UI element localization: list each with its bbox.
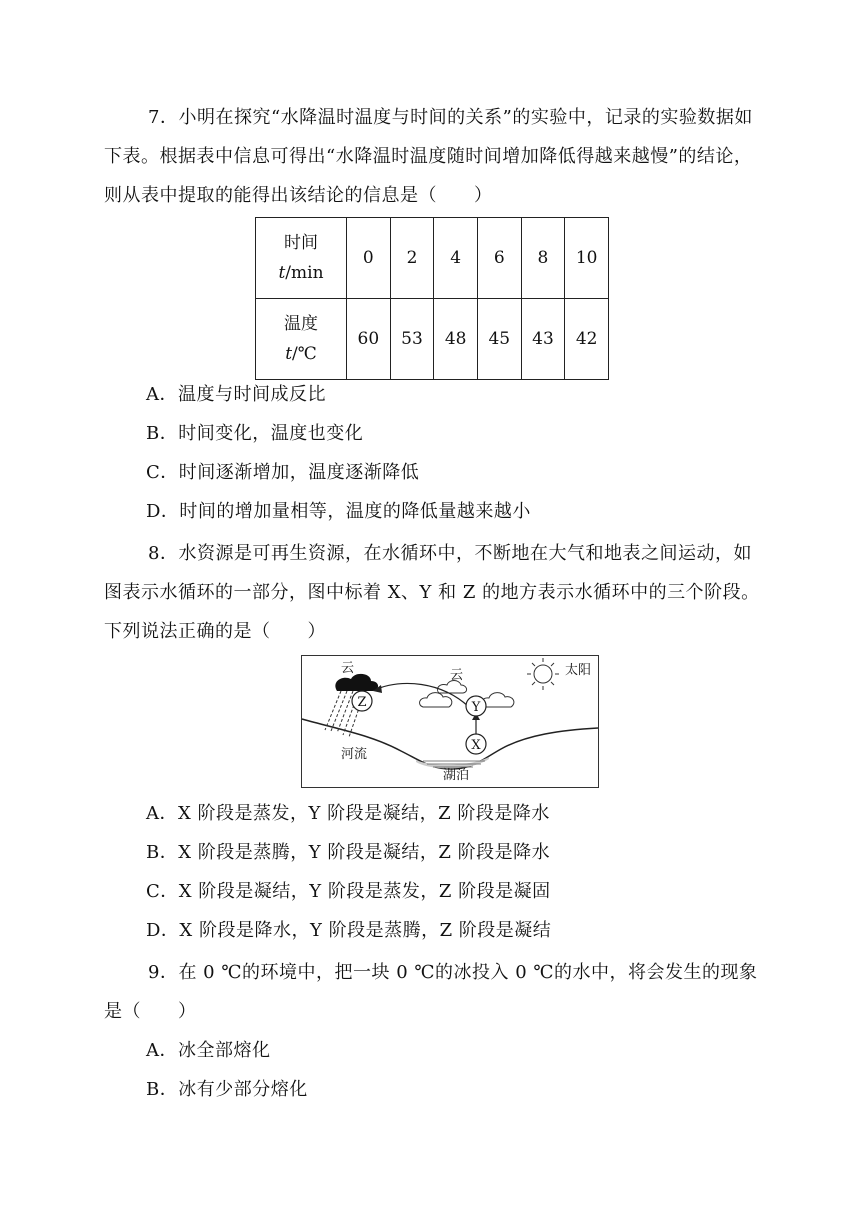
table-cell: 48: [434, 299, 478, 380]
table-cell: 53: [390, 299, 434, 380]
table-cell: 45: [477, 299, 521, 380]
data-table: [255, 217, 609, 380]
q7-option-c: C．时间逐渐增加，温度逐渐降低: [146, 462, 420, 483]
river-label: 河流: [341, 747, 368, 762]
temperature-label: 温度: [284, 314, 318, 334]
row-header-time: [256, 218, 347, 299]
q8-option-d: D．X 阶段是降水，Y 阶段是蒸腾，Z 阶段是凝结: [146, 920, 552, 941]
lake-label: 湖泊: [443, 768, 470, 783]
table-cell: 8: [521, 218, 565, 299]
q7-option-a: A．温度与时间成反比: [146, 384, 326, 405]
cloud-left-label: 云: [341, 661, 355, 676]
q8-stem: 8．水资源是可再生资源，在水循环中，不断地在大气和地表之间运动，如图表示水循环的一部分，图中标着 X、Y 和 Z 的地方表示水循环中的三个阶段。下列说法正确的是（ ）: [104, 543, 760, 642]
table-row-temperature: [256, 299, 609, 380]
row-header-temperature: [256, 299, 347, 380]
cloud-mid-label: 云: [450, 668, 464, 683]
water-cycle-figure: [301, 655, 599, 788]
temperature-unit-var: t: [285, 344, 293, 364]
table-cell: 6: [477, 218, 521, 299]
table-cell: 0: [347, 218, 391, 299]
table-cell: 43: [521, 299, 565, 380]
q9-option-b: B．冰有少部分熔化: [146, 1079, 308, 1100]
q9-option-a: A．冰全部熔化: [146, 1040, 271, 1061]
q8-option-a: A．X 阶段是蒸发，Y 阶段是凝结，Z 阶段是降水: [146, 803, 550, 824]
q8-option-b: B．X 阶段是蒸腾，Y 阶段是凝结，Z 阶段是降水: [146, 842, 551, 863]
table-row-time: [256, 218, 609, 299]
table-cell: 60: [347, 299, 391, 380]
q8-option-c: C．X 阶段是凝结，Y 阶段是蒸发，Z 阶段是凝固: [146, 881, 551, 902]
time-unit-var: t: [278, 263, 286, 283]
time-unit: [256, 258, 346, 288]
stage-x-label: X: [471, 738, 481, 753]
temperature-unit: [256, 339, 346, 369]
q7-option-b: B．时间变化，温度也变化: [146, 423, 364, 444]
table-cell: 42: [565, 299, 609, 380]
table-cell: 10: [565, 218, 609, 299]
q7-option-d: D．时间的增加量相等，温度的降低量越来越小: [146, 501, 531, 522]
stage-y-label: Y: [471, 700, 481, 715]
table-cell: 2: [390, 218, 434, 299]
sun-label: 太阳: [565, 663, 592, 678]
stage-z-label: Z: [357, 695, 367, 710]
time-unit-text: /min: [285, 263, 324, 283]
q7-stem: 7．小明在探究“水降温时温度与时间的关系”的实验中，记录的实验数据如下表。根据表中信息可得出“水降温时温度随时间增加降低得越来越慢”的结论，则从表中提取的能得出该结论的信息是（ ）: [104, 107, 753, 206]
time-label: 时间: [284, 233, 318, 253]
q9-stem: 9．在 0 ℃的环境中，把一块 0 ℃的冰投入 0 ℃的水中，将会发生的现象是（ ）: [104, 962, 758, 1022]
table-cell: 4: [434, 218, 478, 299]
temperature-unit-text: /℃: [292, 344, 317, 364]
